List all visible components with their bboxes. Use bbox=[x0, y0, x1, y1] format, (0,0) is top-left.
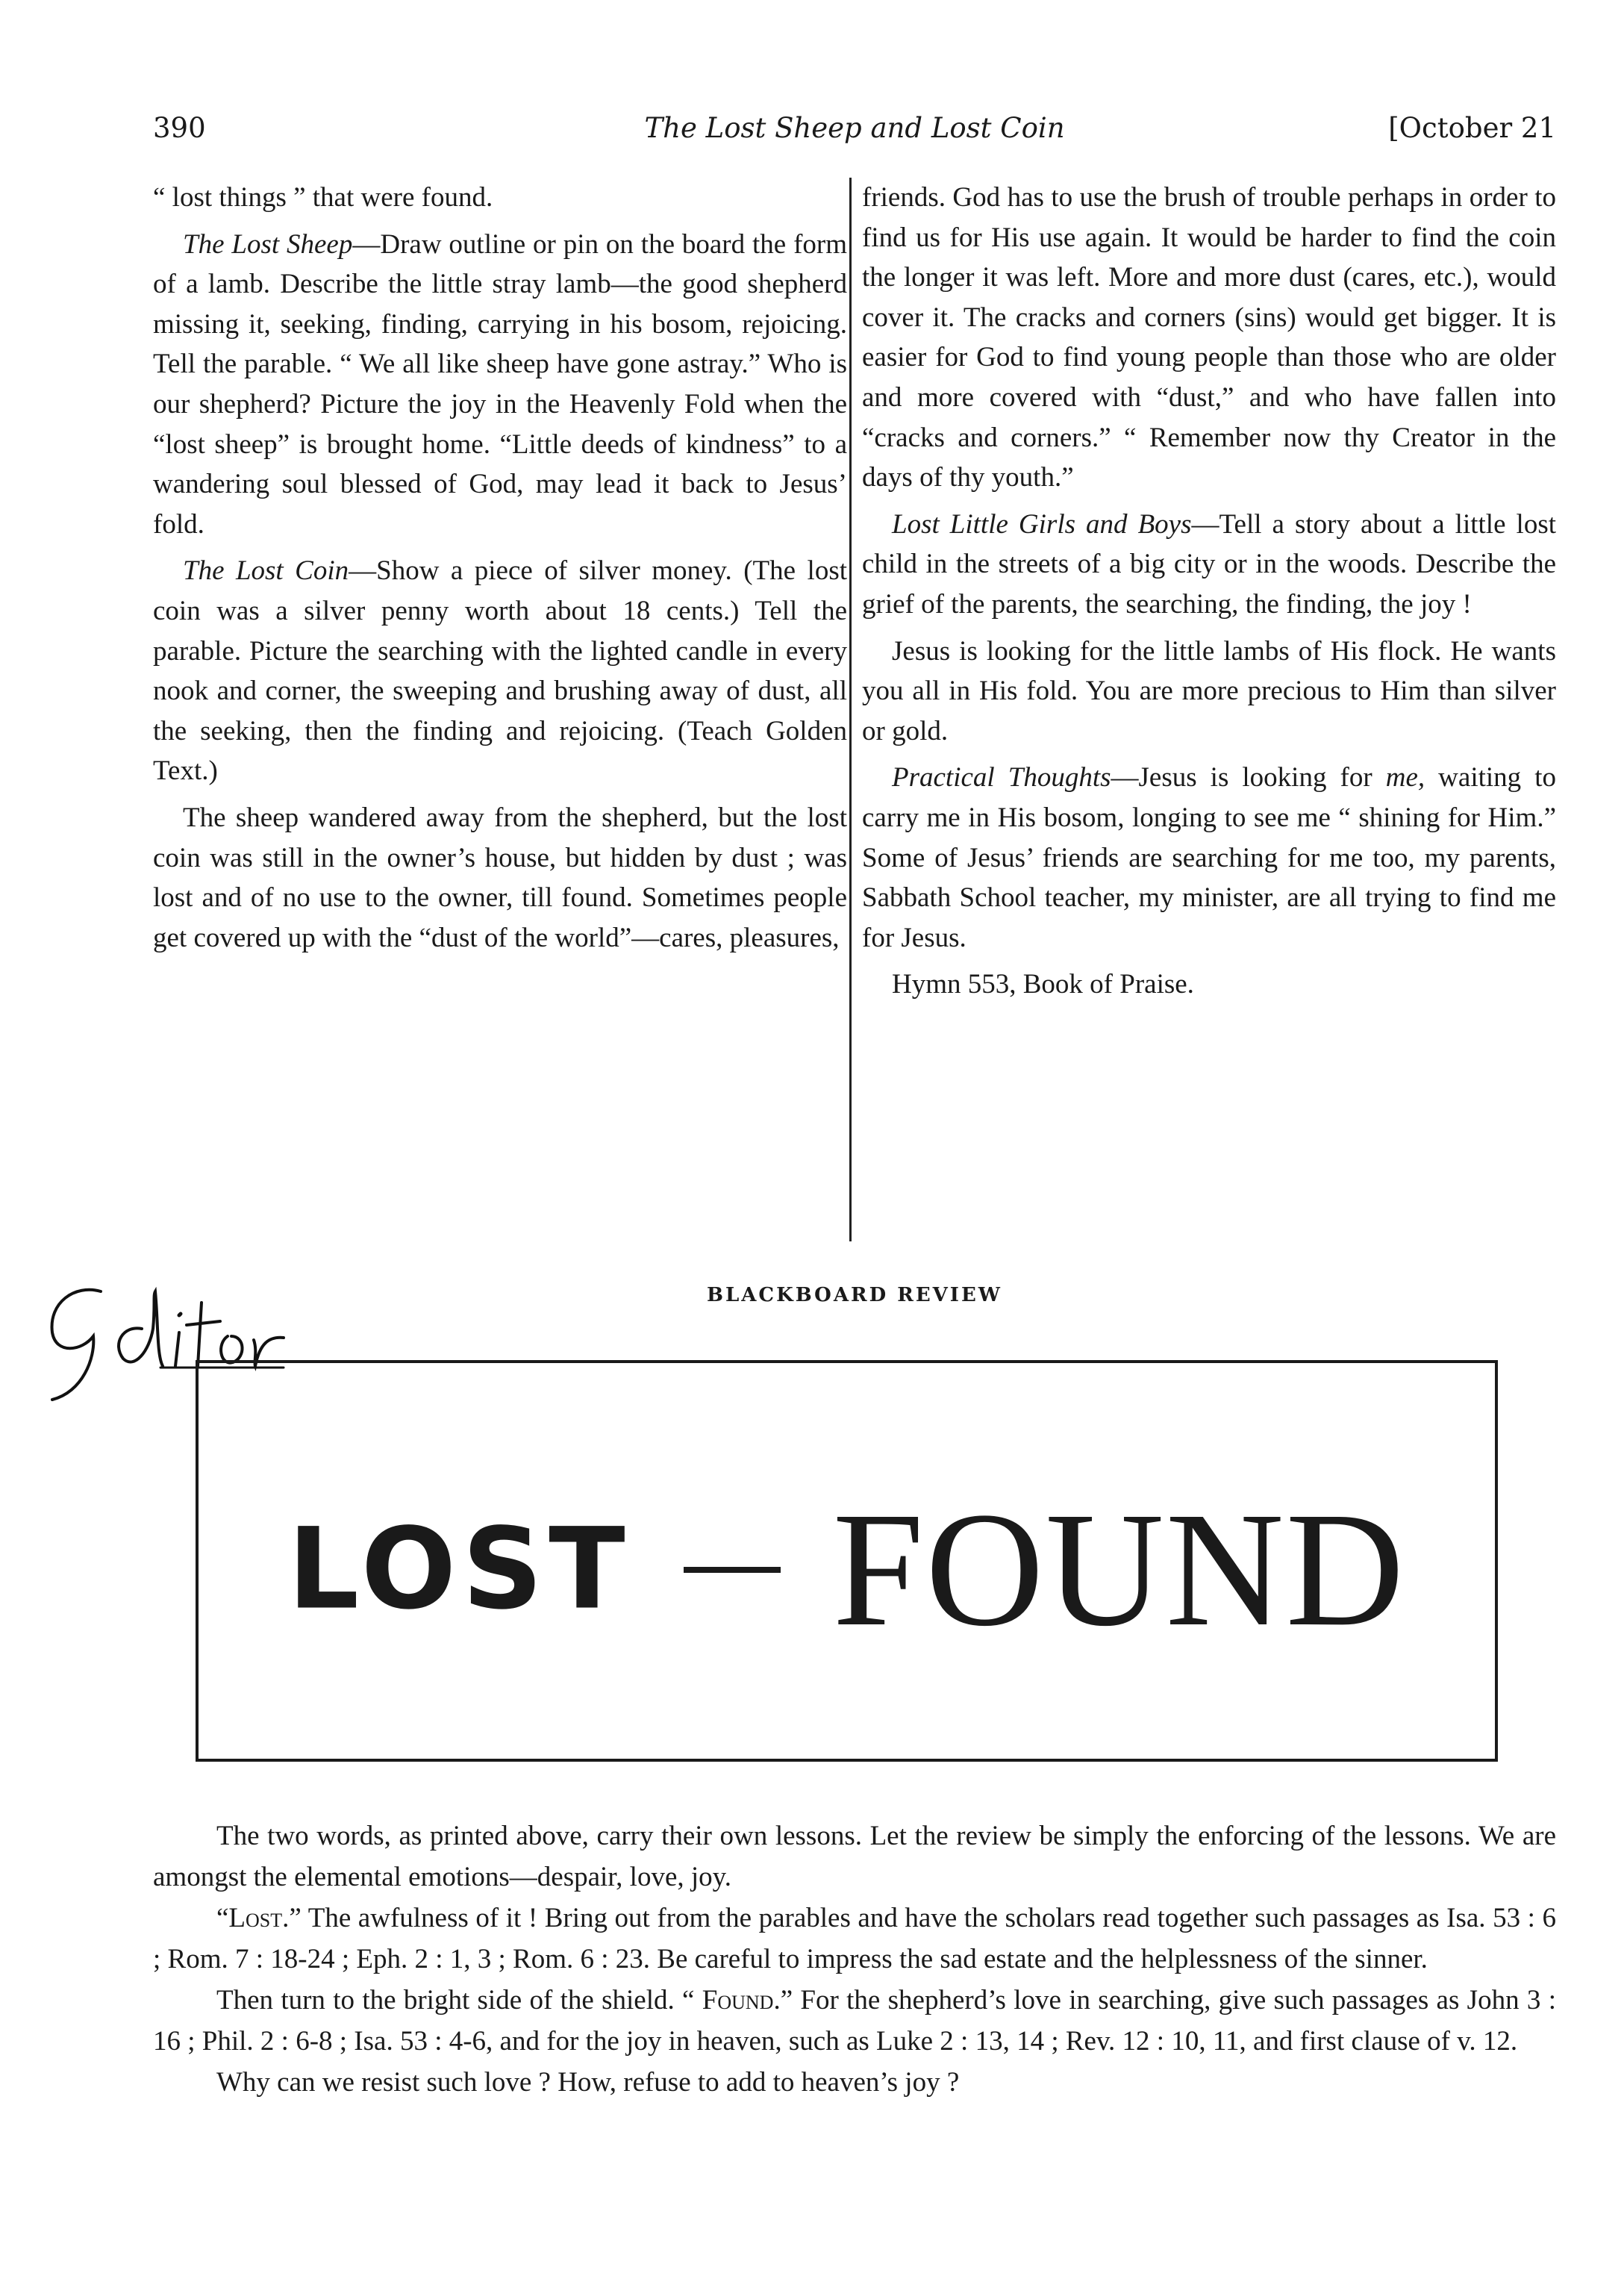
paragraph-practical-thoughts: Practical Thoughts—Jesus is looking for me, waiting to carry me in His bosom, longing to see me “ shining for Him.” Some of Jesus’ friends are searching for me too, my parents, Sabbath School teacher, my minister, are all trying to find me for Jesus. bbox=[862, 762, 1556, 953]
column-rule bbox=[849, 178, 852, 1241]
section-lead: Lost Little Girls and Boys bbox=[892, 508, 1192, 540]
word-found: FOUND bbox=[832, 1478, 1406, 1660]
issue-date: [October 21 bbox=[1388, 112, 1556, 144]
page-number: 390 bbox=[153, 112, 206, 144]
section-lead: Practical Thoughts bbox=[892, 762, 1111, 794]
blackboard-box bbox=[196, 1360, 1498, 1762]
paragraph: The two words, as printed above, carry their own lessons. Let the review be simply the enforcing of the lessons. We are amongst the elemental emotions—despair, love, joy. bbox=[153, 1821, 1556, 1892]
paragraph-found: Then turn to the bright side of the shield. “ Found.” For the shepherd’s love in searching, give such passages as John 3 : 16 ; Phil. 2 : 6-8 ; Isa. 53 : 4-6, and for the joy in heaven, such as Luke 2 : 13, 14 ; Rev. 12 : 10, 11, and first clause of v. 12. bbox=[153, 1985, 1556, 2057]
page-header bbox=[153, 112, 1556, 157]
word-lost: LOST bbox=[287, 1504, 631, 1635]
paragraph: The sheep wandered away from the shepherd, but the lost coin was still in the owner’s house, but hidden by dust ; was lost and of no use to the owner, till found. Sometimes people get covered up with the “dust of the world”—cares, pleasures, bbox=[153, 802, 847, 953]
paragraph: Jesus is looking for the little lambs of His flock. He wants you all in His fold. You are more precious to Him than silver or gold. bbox=[862, 635, 1556, 746]
running-title: The Lost Sheep and Lost Coin bbox=[644, 112, 1065, 144]
blackboard-heading: BLACKBOARD REVIEW bbox=[707, 1284, 1002, 1306]
paragraph-lost-sheep: The Lost Sheep—Draw outline or pin on the board the form of a lamb. Describe the little stray lamb—the good shepherd missing it, seeking, finding, carrying in his bosom, rejoicing. Tell the parable. “ We all like sheep have gone astray.” Who is our shepherd? Picture the joy in the Heavenly Fold when the “lost sheep” is brought home. “Little deeds of kindness” to a wandering soul blessed of God, may lead it back to Jesus’ fold. bbox=[153, 228, 847, 540]
review-text bbox=[153, 1815, 1556, 2103]
paragraph-lost-children: Lost Little Girls and Boys—Tell a story about a little lost child in the streets of a big city or in the woods. Describe the grief of the parents, the searching, the finding, the joy ! bbox=[862, 508, 1556, 620]
hymn-reference: Hymn 553, Book of Praise. bbox=[892, 969, 1194, 1000]
blackboard-words bbox=[199, 1475, 1495, 1664]
paragraph: “ lost things ” that were found. bbox=[153, 182, 493, 213]
paragraph-lost: “Lost.” The awfulness of it ! Bring out from the parables and have the scholars read together such passages as Isa. 53 : 6 ; Rom. 7 : 18-24 ; Eph. 2 : 1, 3 ; Rom. 6 : 23. Be careful to impress the sad estate and the helplessness of the sinner. bbox=[153, 1903, 1556, 1974]
paragraph: friends. God has to use the brush of trouble perhaps in order to find us for His use again. It would be harder to find the coin the longer it was left. More and more dust (cares, etc.), would cover it. The cracks and corners (sins) would get bigger. It is easier for God to find young people than those who are older and more covered with “dust,” and who have fallen into “cracks and corners.” “ Remember now thy Creator in the days of thy youth.” bbox=[862, 182, 1556, 493]
right-column bbox=[862, 178, 1556, 1011]
paragraph: Why can we resist such love ? How, refuse to add to heaven’s joy ? bbox=[216, 2067, 960, 2098]
section-lead: The Lost Sheep bbox=[183, 228, 353, 260]
section-lead: The Lost Coin bbox=[183, 555, 349, 587]
dash bbox=[684, 1567, 781, 1573]
left-column bbox=[153, 178, 847, 964]
paragraph-lost-coin: The Lost Coin—Show a piece of silver money. (The lost coin was a silver penny worth about 18 cents.) Tell the parable. Picture the searching with the lighted candle in every nook and corner, the sweeping and brushing away of dust, all the seeking, then the finding and rejoicing. (Teach Golden Text.) bbox=[153, 555, 847, 787]
